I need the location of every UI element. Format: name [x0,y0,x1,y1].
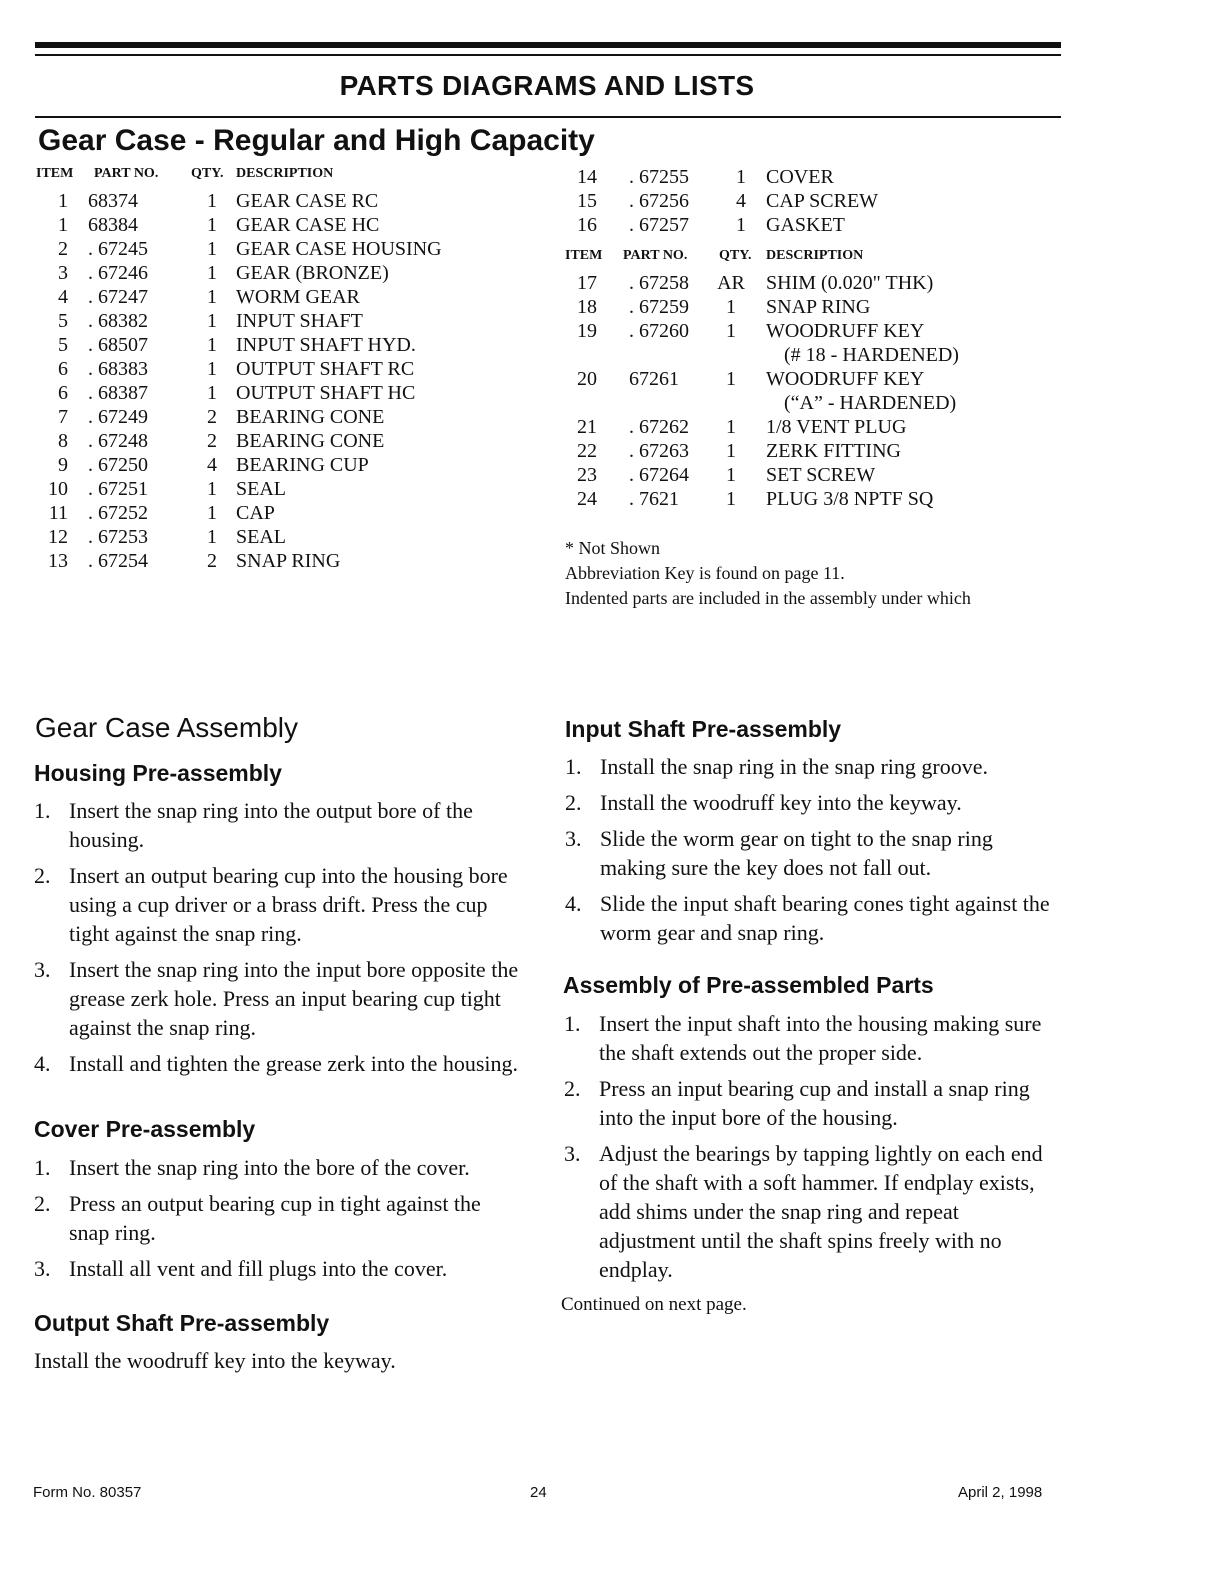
step-number: 2. [564,1076,581,1101]
part-number: . 67256 [629,190,689,212]
housing-steps [34,796,524,1085]
part-description: OUTPUT SHAFT RC [236,358,415,380]
continued-note: Continued on next page. [561,1294,747,1315]
step-text: Install and tighten the grease zerk into the housing. [69,1051,519,1076]
part-description: WOODRUFF KEY [766,368,925,390]
part-qty: 1 [207,238,217,260]
parts-row [36,214,536,238]
part-qty: 1 [207,526,217,548]
part-item: 4 [58,286,68,308]
parts-row [565,296,1085,320]
step-text: Adjust the bearings by tapping lightly on each end of the shaft with a soft hammer. If endplay exists, add shims under the snap ring and repeat adjustment until the shaft spins freely with no endplay. [599,1141,1043,1282]
part-qty: 1 [207,310,217,332]
parts-row [565,166,1085,190]
part-item: 24 [577,488,597,510]
part-description: WOODRUFF KEY [766,320,925,342]
part-qty: 2 [207,430,217,452]
part-item: 8 [58,430,68,452]
part-qty: 1 [726,320,736,342]
step-number: 4. [34,1051,51,1076]
part-description: OUTPUT SHAFT HC [236,382,416,404]
part-description: 1/8 VENT PLUG [766,416,907,438]
part-qty: 1 [207,262,217,284]
footer-page-number: 24 [530,1484,547,1501]
parts-row [36,382,536,406]
part-description: SEAL [236,526,286,548]
part-description: SNAP RING [766,296,871,318]
step-item [34,955,524,1042]
step-text: Install the snap ring in the snap ring groove. [600,754,988,779]
part-qty: 1 [726,368,736,390]
step-text: Insert the snap ring into the input bore opposite the grease zerk hole. Press an input bearing cup tight against the snap ring. [69,957,519,1040]
part-number: . 67245 [88,238,148,260]
step-item [565,752,1055,781]
step-number: 2. [565,790,582,815]
part-item: 10 [48,478,68,500]
part-description: GEAR CASE HOUSING [236,238,442,260]
part-description-note: (“A” - HARDENED) [784,392,957,414]
part-item: 20 [577,368,597,390]
parts-row-continued [565,392,1085,416]
header-item-2: ITEM [565,248,603,263]
housing-title: Housing Pre-assembly [34,760,282,786]
parts-row [565,272,1085,296]
part-description: CAP [236,502,275,524]
part-qty: 1 [726,296,736,318]
part-description: GEAR CASE HC [236,214,380,236]
header-qty: QTY. [191,166,224,181]
part-number: . 7621 [629,488,679,510]
part-description: ZERK FITTING [766,440,901,462]
part-item: 7 [58,406,68,428]
part-item: 2 [58,238,68,260]
part-number: . 67259 [629,296,689,318]
part-number: . 67246 [88,262,148,284]
step-number: 4. [565,891,582,916]
step-item [34,1153,524,1182]
part-qty: AR [717,272,745,294]
part-description: SHIM (0.020" THK) [766,272,934,294]
part-qty: 1 [207,214,217,236]
part-description: PLUG 3/8 NPTF SQ [766,488,934,510]
step-item [564,1074,1054,1132]
step-text: Press an input bearing cup and install a snap ring into the input bore of the housing. [599,1076,1030,1130]
step-number: 2. [34,1191,51,1216]
part-qty: 1 [726,488,736,510]
part-number: . 68382 [88,310,148,332]
parts-row [36,454,536,478]
part-number: . 67262 [629,416,689,438]
step-item [564,1139,1054,1284]
step-number: 1. [564,1011,581,1036]
part-qty: 1 [207,502,217,524]
part-description: WORM GEAR [236,286,360,308]
part-number: . 68507 [88,334,148,356]
part-description: CAP SCREW [766,190,879,212]
part-item: 11 [48,502,68,524]
parts-row [36,358,536,382]
part-qty: 1 [736,214,746,236]
part-number: . 68387 [88,382,148,404]
part-qty: 1 [207,382,217,404]
part-qty: 2 [207,406,217,428]
step-text: Slide the worm gear on tight to the snap ring making sure the key does not fall out. [600,826,993,880]
part-item: 12 [48,526,68,548]
step-number: 3. [34,1256,51,1281]
part-item: 6 [58,358,68,380]
step-text: Insert an output bearing cup into the housing bore using a cup driver or a brass drift. Press the cup tight against the snap ring. [69,863,508,946]
top-thick-rule [35,42,1061,48]
footer-form-number: Form No. 80357 [33,1484,142,1501]
header-description-2: DESCRIPTION [766,248,864,263]
section-title: Gear Case - Regular and High Capacity [38,124,595,157]
part-description: BEARING CUP [236,454,369,476]
part-description: INPUT SHAFT HYD. [236,334,416,356]
step-item [34,1189,524,1247]
step-text: Slide the input shaft bearing cones tight against the worm gear and snap ring. [600,891,1050,945]
part-description: GEAR CASE RC [236,190,379,212]
cover-steps [34,1153,524,1290]
step-number: 3. [565,826,582,851]
parts-row [565,190,1085,214]
parts-row-continued [565,344,1085,368]
input-shaft-title: Input Shaft Pre-assembly [565,716,842,742]
part-qty: 1 [207,190,217,212]
part-item: 15 [577,190,597,212]
part-number: . 67251 [88,478,148,500]
part-item: 21 [577,416,597,438]
part-qty: 1 [207,334,217,356]
part-qty: 2 [207,550,217,572]
part-number: . 67260 [629,320,689,342]
part-number: . 67249 [88,406,148,428]
step-number: 3. [564,1141,581,1166]
top-thin-rule [35,54,1061,56]
part-item: 18 [577,296,597,318]
step-text: Insert the snap ring into the bore of the cover. [69,1155,470,1180]
part-number: 68384 [88,214,138,236]
part-number: . 67258 [629,272,689,294]
step-number: 1. [565,754,582,779]
step-item [565,889,1055,947]
header-part-no-2: PART NO. [623,248,688,263]
parts-row [36,262,536,286]
part-item: 9 [58,454,68,476]
parts-row [565,464,1085,488]
part-number: . 67257 [629,214,689,236]
part-number: . 67254 [88,550,148,572]
part-item: 16 [577,214,597,236]
part-number: . 67264 [629,464,689,486]
part-item: 5 [58,334,68,356]
parts-row [565,488,1085,512]
part-number: . 68383 [88,358,148,380]
part-number: 67261 [629,368,679,390]
step-number: 1. [34,1155,51,1180]
step-number: 1. [34,798,51,823]
parts-row [36,190,536,214]
step-item [34,1254,524,1283]
part-qty: 1 [736,166,746,188]
part-item: 13 [48,550,68,572]
part-item: 5 [58,310,68,332]
parts-row [36,526,536,550]
parts-row [36,502,536,526]
page-heading: PARTS DIAGRAMS AND LISTS [339,70,755,101]
part-qty: 4 [736,190,746,212]
header-item: ITEM [36,166,74,181]
part-description-note: (# 18 - HARDENED) [784,344,959,366]
parts-row [36,478,536,502]
output-shaft-text: Install the woodruff key into the keyway. [34,1348,396,1373]
step-number: 2. [34,863,51,888]
abbreviation-note: Abbreviation Key is found on page 11. [565,563,845,583]
step-item [564,1009,1054,1067]
header-qty-2: QTY. [719,248,752,263]
part-qty: 1 [207,478,217,500]
header-part-no: PART NO. [94,166,159,181]
parts-row [36,286,536,310]
parts-row [36,238,536,262]
parts-row [36,406,536,430]
pre-assembled-title: Assembly of Pre-assembled Parts [563,972,934,998]
part-qty: 4 [207,454,217,476]
part-item: 23 [577,464,597,486]
step-number: 3. [34,957,51,982]
part-description: SET SCREW [766,464,876,486]
part-description: BEARING CONE [236,406,385,428]
input-shaft-steps [565,752,1055,954]
parts-row [565,368,1085,392]
part-qty: 1 [726,440,736,462]
part-item: 22 [577,440,597,462]
parts-row [36,334,536,358]
part-item: 19 [577,320,597,342]
header-description: DESCRIPTION [236,166,334,181]
part-number: . 67255 [629,166,689,188]
step-item [34,861,524,948]
heading-rule [35,116,1061,118]
part-description: GASKET [766,214,845,236]
part-item: 17 [577,272,597,294]
part-number: . 67252 [88,502,148,524]
footer-date: April 2, 1998 [958,1484,1043,1501]
part-description: COVER [766,166,834,188]
part-item: 14 [577,166,597,188]
part-item: 3 [58,262,68,284]
parts-row [565,440,1085,464]
step-text: Press an output bearing cup in tight against the snap ring. [69,1191,481,1245]
part-qty: 1 [207,286,217,308]
part-description: INPUT SHAFT [236,310,363,332]
cover-title: Cover Pre-assembly [34,1116,256,1142]
step-item [34,796,524,854]
output-shaft-title: Output Shaft Pre-assembly [34,1310,330,1336]
parts-row [36,550,536,574]
part-item: 1 [58,190,68,212]
pre-assembled-steps [564,1009,1054,1291]
part-number: . 67247 [88,286,148,308]
step-item [565,788,1055,817]
parts-table-right [565,166,1085,526]
parts-row [565,214,1085,238]
part-number: . 67250 [88,454,148,476]
parts-row [565,320,1085,344]
step-text: Install the woodruff key into the keyway. [600,790,962,815]
part-description: SNAP RING [236,550,341,572]
indented-note: Indented parts are included in the assembly under which [565,588,971,608]
parts-table-left [36,164,536,584]
step-text: Insert the input shaft into the housing making sure the shaft extends out the proper side. [599,1011,1042,1065]
part-item: 1 [58,214,68,236]
step-text: Install all vent and fill plugs into the cover. [69,1256,448,1281]
assembly-title: Gear Case Assembly [35,712,298,743]
part-number: . 67263 [629,440,689,462]
part-number: . 67248 [88,430,148,452]
part-description: SEAL [236,478,286,500]
step-text: Insert the snap ring into the output bore of the housing. [69,798,473,852]
part-number: 68374 [88,190,138,212]
part-description: BEARING CONE [236,430,385,452]
not-shown-note: * Not Shown [565,538,661,558]
parts-row [565,416,1085,440]
part-qty: 1 [726,416,736,438]
parts-row [36,310,536,334]
parts-row [36,430,536,454]
part-qty: 1 [207,358,217,380]
step-item [565,824,1055,882]
part-number: . 67253 [88,526,148,548]
part-item: 6 [58,382,68,404]
step-item [34,1049,524,1078]
part-description: GEAR (BRONZE) [236,262,389,284]
part-qty: 1 [726,464,736,486]
